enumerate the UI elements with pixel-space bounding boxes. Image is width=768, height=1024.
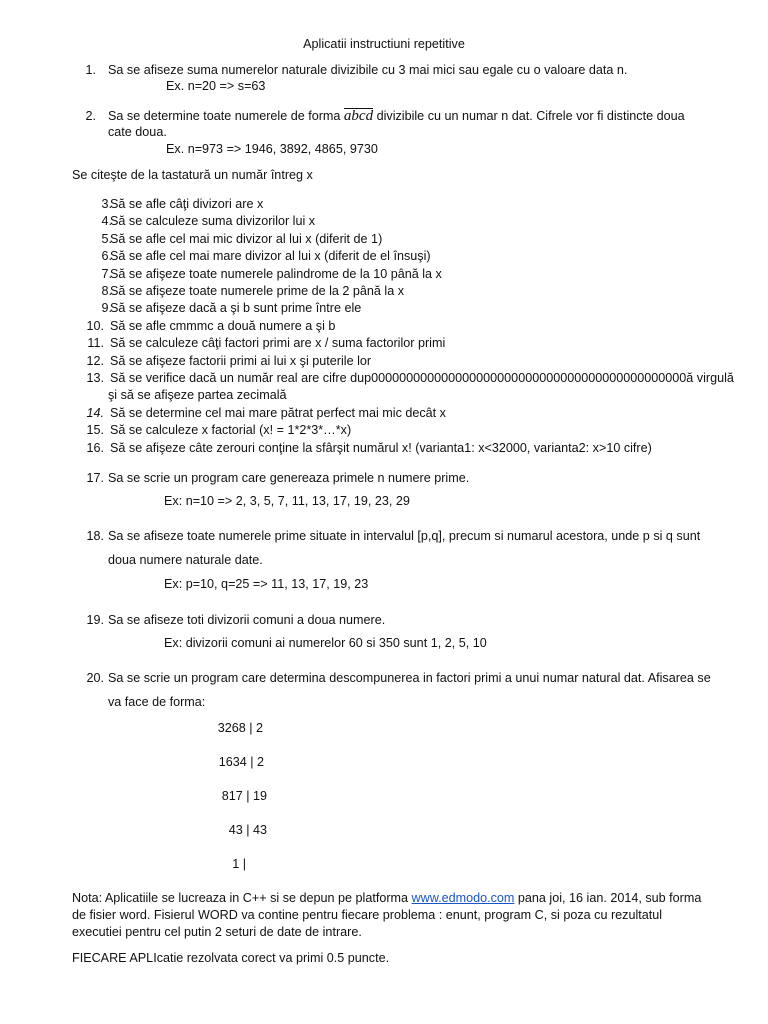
problem-19-text: Sa se afiseze toti divizorii comuni a doua numere. bbox=[108, 613, 386, 627]
list-item-text: Să se afişeze câte zerouri conţine la sfârşit numărul x! (varianta1: x<32000, varianta2: x>10 cifre) bbox=[110, 440, 652, 455]
list-item-number: 11. bbox=[87, 336, 104, 351]
nota-line-3: executiei pentru cel putin 2 seturi de date de intrare. bbox=[72, 925, 362, 939]
problem-20-text: Sa se scrie un program care determina descompunerea in factori primi a unui numar natural dat. Afisarea se bbox=[108, 671, 711, 685]
list-item-text: Să se afişeze factorii primi ai lui x şi puterile lor bbox=[110, 353, 372, 368]
problem-1-example: Ex. n=20 => s=63 bbox=[166, 79, 266, 93]
factorization-row: 3268 | 2 bbox=[217, 721, 263, 735]
list-item-number: 5. bbox=[101, 231, 112, 246]
list-item-text: Să se verifice dacă un număr real are cifre dup000000000000000000000000000000000000000000000ă virgulă bbox=[110, 371, 734, 385]
nota-text-before: Nota: Aplicatiile se lucreaza in C++ si se depun pe platforma bbox=[72, 891, 412, 905]
problem-2-example: Ex. n=973 => 1946, 3892, 4865, 9730 bbox=[166, 142, 378, 156]
list-item-text: Să se afle cmmmc a două numere a şi b bbox=[110, 318, 336, 333]
list-item-text: Să se calculeze suma divizorilor lui x bbox=[110, 214, 316, 229]
problem-20-text-cont: va face de forma: bbox=[108, 695, 206, 709]
nota-line-2: de fisier word. Fisierul WORD va contine pentru fiecare problema : enunt, program C, si poza cu rezultatul bbox=[72, 908, 663, 922]
problem-18-number: 18. bbox=[86, 529, 104, 543]
list-item-number: 14. bbox=[86, 405, 104, 420]
list-item-text: Să se afişeze toate numerele prime de la 2 până la x bbox=[110, 284, 405, 298]
problem-2-text-before: Sa se determine toate numerele de forma bbox=[108, 109, 341, 123]
problem-1-number: 1. bbox=[85, 63, 96, 77]
factorization-row: 1 | bbox=[232, 857, 246, 871]
list-item-text: Să se determine cel mai mare pătrat perfect mai mic decât x bbox=[110, 405, 446, 420]
nota-text-after: pana joi, 16 ian. 2014, sub forma bbox=[514, 891, 702, 905]
intro-text: Se citeşte de la tastatură un număr întreg x bbox=[72, 168, 313, 182]
factorization-row: 43 | 43 bbox=[228, 823, 267, 837]
list-item-text: Să se afle cel mai mic divizor al lui x (diferit de 1) bbox=[110, 231, 383, 246]
list-item-text: Să se calculeze câţi factori primi are x / suma factorilor primi bbox=[110, 336, 446, 351]
list-item-number: 3. bbox=[101, 197, 112, 211]
list-item-number: 15. bbox=[86, 423, 104, 438]
factorization-row: 1634 | 2 bbox=[218, 755, 264, 769]
problem-17-number: 17. bbox=[86, 471, 104, 485]
list-item-continuation: şi să se afişeze partea zecimală bbox=[108, 388, 287, 403]
problem-19-number: 19. bbox=[86, 613, 104, 627]
list-item-number: 9. bbox=[101, 301, 112, 316]
problem-18-text-cont: doua numere naturale date. bbox=[108, 553, 263, 567]
factorization-row: 817 | 19 bbox=[221, 789, 267, 803]
list-item-text: Să se afişeze dacă a şi b sunt prime între ele bbox=[110, 301, 362, 316]
page-title: Aplicatii instructiuni repetitive bbox=[303, 37, 465, 51]
list-item-text: Să se afle câţi divizori are x bbox=[110, 197, 264, 211]
list-item-number: 10. bbox=[86, 318, 104, 333]
problem-19-example: Ex: divizorii comuni ai numerelor 60 si 350 sunt 1, 2, 5, 10 bbox=[164, 636, 487, 650]
problem-18-text: Sa se afiseze toate numerele prime situate in intervalul [p,q], precum si numarul acestora, unde p si q sunt bbox=[108, 529, 701, 543]
problem-2-text bbox=[108, 108, 685, 124]
list-item-number: 12. bbox=[86, 353, 104, 368]
list-item-text: Să se afle cel mai mare divizor al lui x (diferit de el însuşi) bbox=[110, 249, 431, 264]
problem-2-text-after: divizibile cu un numar n dat. Cifrele vor fi distincte doua bbox=[376, 109, 685, 123]
list-item-number: 8. bbox=[101, 284, 112, 298]
problem-2-text-cont: cate doua. bbox=[108, 125, 167, 139]
list-item-number: 16. bbox=[86, 440, 104, 455]
list-item-text: Să se afişeze toate numerele palindrome de la 10 până la x bbox=[110, 266, 442, 281]
problem-2-number: 2. bbox=[85, 109, 96, 123]
problem-18-example: Ex: p=10, q=25 => 11, 13, 17, 19, 23 bbox=[164, 577, 369, 591]
list-item-number: 4. bbox=[101, 214, 112, 229]
list-item-number: 7. bbox=[101, 266, 112, 281]
list-item-text: Să se calculeze x factorial (x! = 1*2*3*…*x) bbox=[110, 423, 352, 438]
problem-17-text: Sa se scrie un program care genereaza primele n numere prime. bbox=[108, 471, 470, 485]
list-item-number: 13. bbox=[86, 371, 104, 385]
edmodo-link[interactable]: www.edmodo.com bbox=[411, 891, 515, 905]
footer-note: FIECARE APLIcatie rezolvata corect va primi 0.5 puncte. bbox=[72, 951, 390, 965]
problem-20-number: 20. bbox=[86, 671, 104, 685]
problem-1-text: Sa se afiseze suma numerelor naturale divizibile cu 3 mai mici sau egale cu o valoare data n. bbox=[108, 63, 628, 77]
problem-17-example: Ex: n=10 => 2, 3, 5, 7, 11, 13, 17, 19, 23, 29 bbox=[164, 494, 410, 508]
list-item-number: 6. bbox=[101, 249, 112, 264]
nota-line-1 bbox=[72, 890, 701, 906]
overlined-abcd: abcd bbox=[343, 108, 374, 124]
